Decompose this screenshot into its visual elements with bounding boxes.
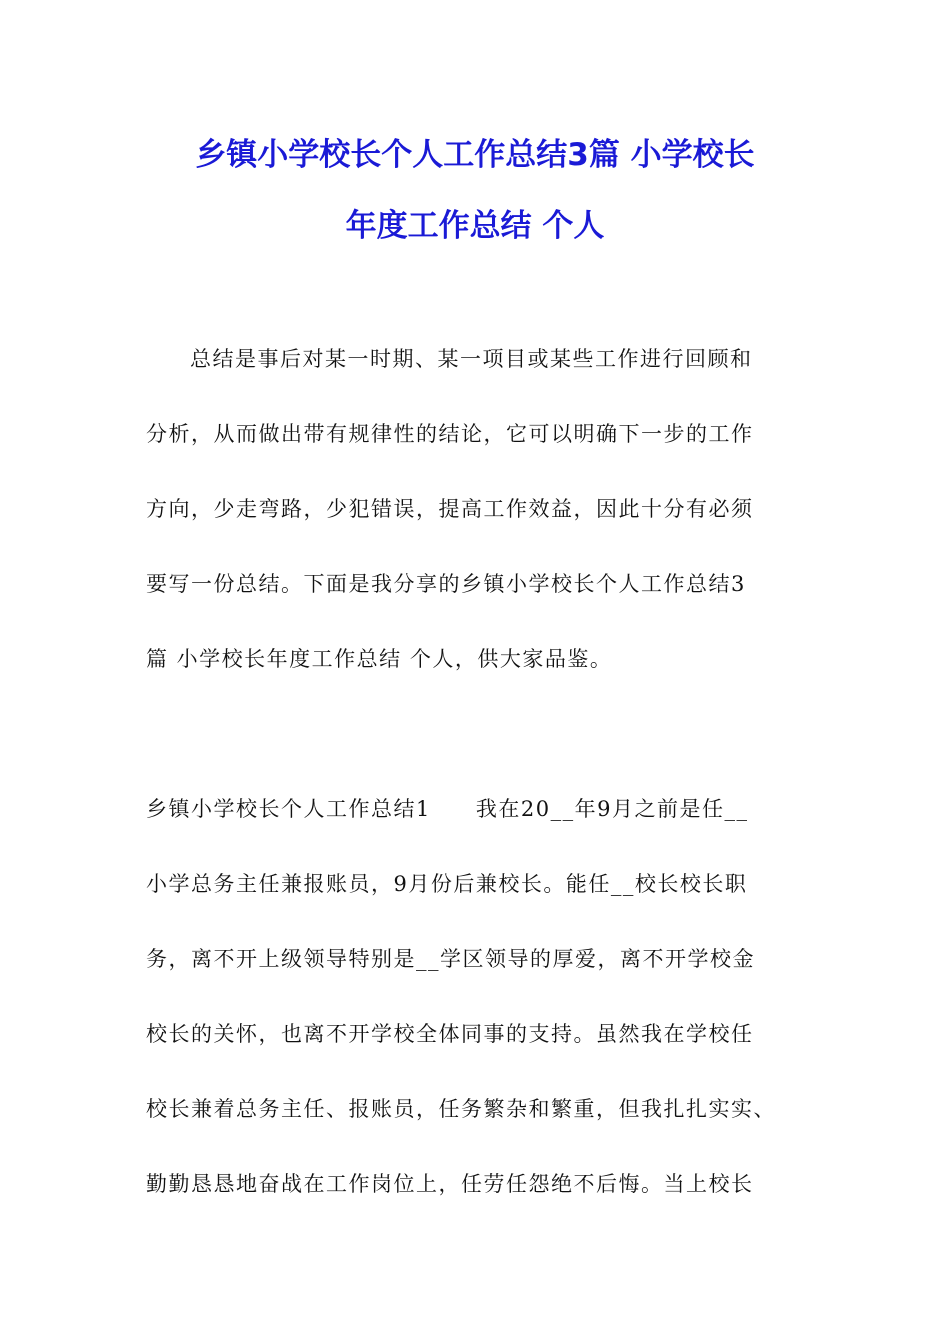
intro-paragraph-line: 总结是事后对某一时期、某一项目或某些工作进行回顾和 [190,347,753,371]
intro-paragraph-line: 方向，少走弯路，少犯错误，提高工作效益，因此十分有必须 [146,497,754,521]
section1-paragraph-line: 勤勤恳恳地奋战在工作岗位上，任劳任怨绝不后悔。当上校长 [146,1172,754,1196]
document-title-line-1: 乡镇小学校长个人工作总结3篇 小学校长 [195,137,755,173]
section1-paragraph-line: 校长兼着总务主任、报账员，任务繁杂和繁重，但我扎扎实实、 [146,1097,776,1121]
intro-paragraph-line: 分析，从而做出带有规律性的结论，它可以明确下一步的工作 [146,422,754,446]
section1-paragraph-line: 乡镇小学校长个人工作总结1 我在20__年9月之前是任__ [146,797,749,821]
section1-paragraph-line: 小学总务主任兼报账员，9月份后兼校长。能任__校长校长职 [146,872,748,896]
intro-paragraph-line: 篇 小学校长年度工作总结 个人，供大家品鉴。 [146,647,613,671]
section1-paragraph-line: 务，离不开上级领导特别是__学区领导的厚爱，离不开学校金 [146,947,755,971]
section1-paragraph-line: 校长的关怀，也离不开学校全体同事的支持。虽然我在学校任 [146,1022,754,1046]
document-title-line-2: 年度工作总结 个人 [345,208,605,244]
intro-paragraph-line: 要写一份总结。下面是我分享的乡镇小学校长个人工作总结3 [146,572,746,596]
